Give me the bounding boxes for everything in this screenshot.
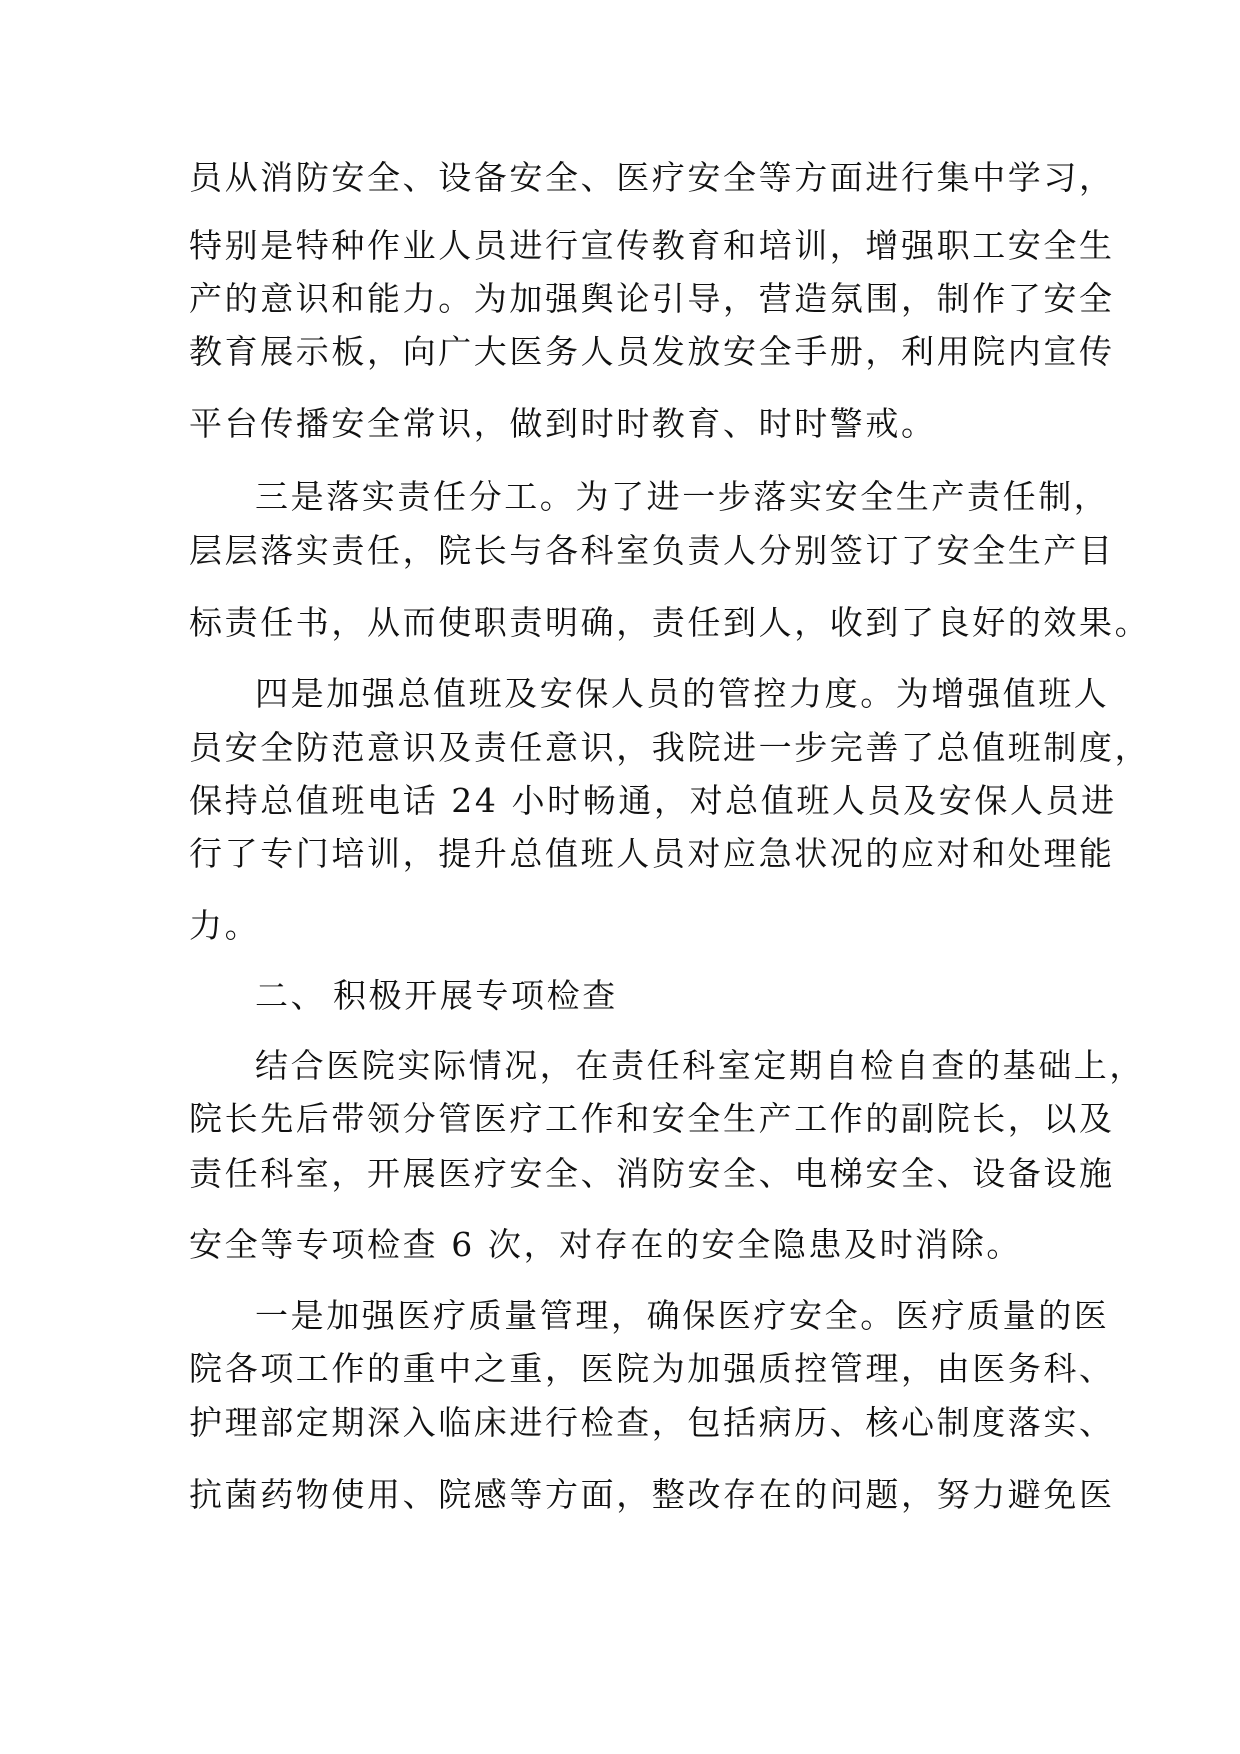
paragraph-line: 特别是特种作业人员进行宣传教育和培训，增强职工安全生 <box>189 226 1115 265</box>
paragraph-line: 院长先后带领分管医疗工作和安全生产工作的副院长，以及 <box>189 1099 1115 1138</box>
paragraph-line: 抗菌药物使用、院感等方面，整改存在的问题，努力避免医 <box>189 1475 1115 1514</box>
paragraph-line: 四是加强总值班及安保人员的管控力度。为增强值班人 <box>255 674 1110 713</box>
paragraph-line: 结合医院实际情况，在责任科室定期自检自查的基础上， <box>255 1046 1145 1085</box>
paragraph-line: 标责任书，从而使职责明确，责任到人，收到了良好的效果。 <box>189 603 1151 642</box>
paragraph-line: 保持总值班电话 24 小时畅通，对总值班人员及安保人员进 <box>189 781 1117 820</box>
paragraph-line: 护理部定期深入临床进行检查，包括病历、核心制度落实、 <box>189 1403 1115 1442</box>
paragraph-line: 员从消防安全、设备安全、医疗安全等方面进行集中学习， <box>189 158 1115 197</box>
paragraph-line: 三是落实责任分工。为了进一步落实安全生产责任制， <box>255 477 1110 516</box>
paragraph-line: 行了专门培训，提升总值班人员对应急状况的应对和处理能 <box>189 834 1115 873</box>
paragraph-line: 产的意识和能力。为加强舆论引导，营造氛围，制作了安全 <box>189 279 1115 318</box>
paragraph-line: 员安全防范意识及责任意识，我院进一步完善了总值班制度， <box>189 728 1151 767</box>
paragraph-line: 层层落实责任，院长与各科室负责人分别签订了安全生产目 <box>189 531 1115 570</box>
paragraph-line: 一是加强医疗质量管理，确保医疗安全。医疗质量的医 <box>255 1296 1110 1335</box>
paragraph-line: 院各项工作的重中之重，医院为加强质控管理，由医务科、 <box>189 1349 1115 1388</box>
paragraph-line: 平台传播安全常识，做到时时教育、时时警戒。 <box>189 404 937 443</box>
section-heading-number: 二、 <box>255 976 327 1015</box>
paragraph-line: 责任科室，开展医疗安全、消防安全、电梯安全、设备设施 <box>189 1154 1115 1193</box>
paragraph-line: 力。 <box>189 906 261 945</box>
paragraph-line: 教育展示板，向广大医务人员发放安全手册，利用院内宣传 <box>189 332 1115 371</box>
paragraph-line: 安全等专项检查 6 次，对存在的安全隐患及时消除。 <box>189 1225 1022 1264</box>
section-heading-title: 积极开展专项检查 <box>333 976 618 1015</box>
